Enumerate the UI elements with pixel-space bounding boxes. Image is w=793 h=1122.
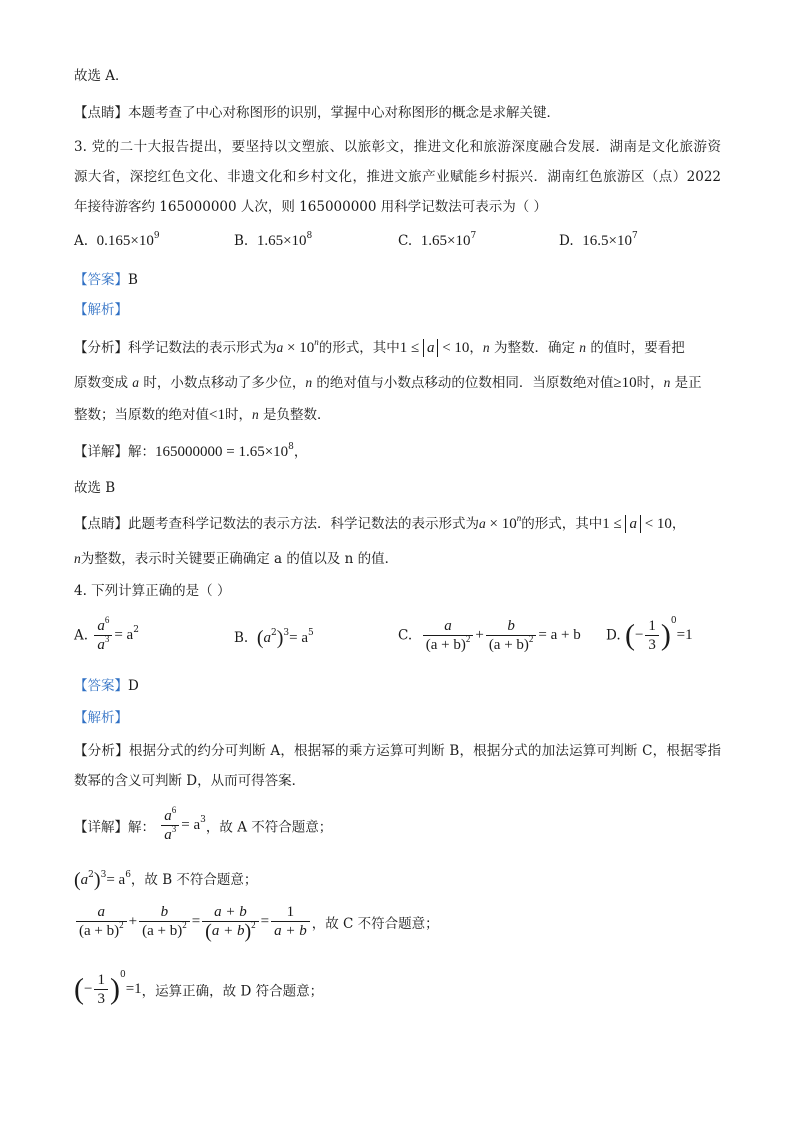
answer-tag: 【答案】: [74, 678, 128, 694]
section-tag: 【点睛】: [74, 516, 128, 532]
section-tag: 【详解】: [74, 444, 128, 460]
text-line: 故选 A．: [74, 68, 129, 84]
detail-d: (− $\frac{1}{3}$ )$^0$=1，运算正确，故 D 符合题意；: [74, 970, 324, 1007]
option-a: A. $0.165\times 10^9$: [74, 231, 160, 249]
section-tag: 【分析】: [74, 743, 129, 759]
q4-option-d: D. (− $\frac{1}{3}$ )$^0$=1: [606, 616, 693, 653]
dianjing-line-2: n为整数，表示时关键要正确确定 a 的值以及 n 的值．: [74, 551, 399, 567]
dianjing-line: 【点睛】本题考查了中心对称图形的识别，掌握中心对称图形的概念是求解关键．: [74, 105, 560, 121]
detail-a: 【详解】解： $\frac{a^6}{a^3}$ = $a^3$，故 A 不符合题意；: [74, 805, 333, 843]
q4-option-b: B. $(a^2)^3= a^5$: [234, 627, 314, 649]
q4-option-c: C. $\frac{a}{(a + b)^2}$ + $\frac{b}{(a + b)^2}$ = a + b: [398, 618, 581, 653]
analysis-line-3: 整数；当原数的绝对值<1时，n 是负整数．: [74, 407, 331, 423]
option-b: B. $1.65\times 10^8$: [234, 231, 313, 249]
text-line: 故选 B: [74, 480, 116, 496]
question-3-line-1: 3. 党的二十大报告提出，要坚持以文塑旅、以旅彰文，推进文化和旅游深度融合发展．湖南是文化旅游资: [74, 139, 721, 155]
detail-c: $\frac{a}{(a + b)^2}$ + $\frac{b}{(a + b)^2}$ = $\frac{a + b}{(a + b)^2}$ = $\frac{1}{a + b}$ ，故 C 不符合题意；: [74, 904, 439, 940]
answer-tag: 【答案】: [74, 272, 128, 288]
section-tag: 【点睛】: [74, 105, 128, 121]
answer-line: 【答案】D: [74, 678, 139, 694]
answer-line: 【答案】B: [74, 272, 138, 288]
section-tag: 【详解】: [74, 819, 128, 836]
jiexi-line: [74, 300, 721, 320]
option-c: C. $1.65\times 10^7$: [398, 231, 477, 249]
jiexi-tag: 【解析】: [74, 302, 128, 318]
detail-b: $(a^2)^3= a^6$，故 B 不符合题意；: [74, 869, 258, 891]
analysis-line-2: 数幂的含义可判断 D，从而可得答案．: [74, 773, 306, 789]
question-3-line-2: 源大省，深挖红色文化、非遗文化和乡村文化，推进文旅产业赋能乡村振兴．湖南红色旅游区（点）2022: [74, 169, 721, 185]
question-3-line-3: 年接待游客约 165000000 人次，则 165000000 用科学记数法可表示为（ ）: [74, 199, 548, 215]
dianjing-line: 【点睛】此题考查科学记数法的表示方法．科学记数法的表示形式为a × 10$^n$的形式，其中1 ≤ a < 10，: [74, 513, 686, 532]
q4-option-a: A. $\frac{a^6}{a^3}$ = $a^2$: [74, 615, 139, 653]
analysis-line-1: 【分析】根据分式的约分可判断 A，根据幂的乘方运算可判断 B，根据分式的加法运算可判断 C，根据零指: [74, 743, 721, 759]
jiexi-line: [74, 708, 721, 728]
section-tag: 【分析】: [74, 340, 128, 356]
option-d: D. $16.5\times 10^7$: [559, 231, 638, 249]
analysis-line-1: 【分析】科学记数法的表示形式为a × 10$^n$的形式，其中1 ≤ a < 10，n 为整数．确定 n 的值时，要看把: [74, 337, 685, 356]
question-4-stem: 4. 下列计算正确的是（ ）: [74, 583, 231, 599]
detail-line: 【详解】解：$165000000 = 1.65\times 10^8$，: [74, 442, 308, 460]
analysis-line-2: 原数变成 a 时，小数点移动了多少位，n 的绝对值与小数点移动的位数相同．当原数绝对值≥10时，n 是正: [74, 375, 702, 391]
jiexi-tag: 【解析】: [74, 710, 128, 726]
